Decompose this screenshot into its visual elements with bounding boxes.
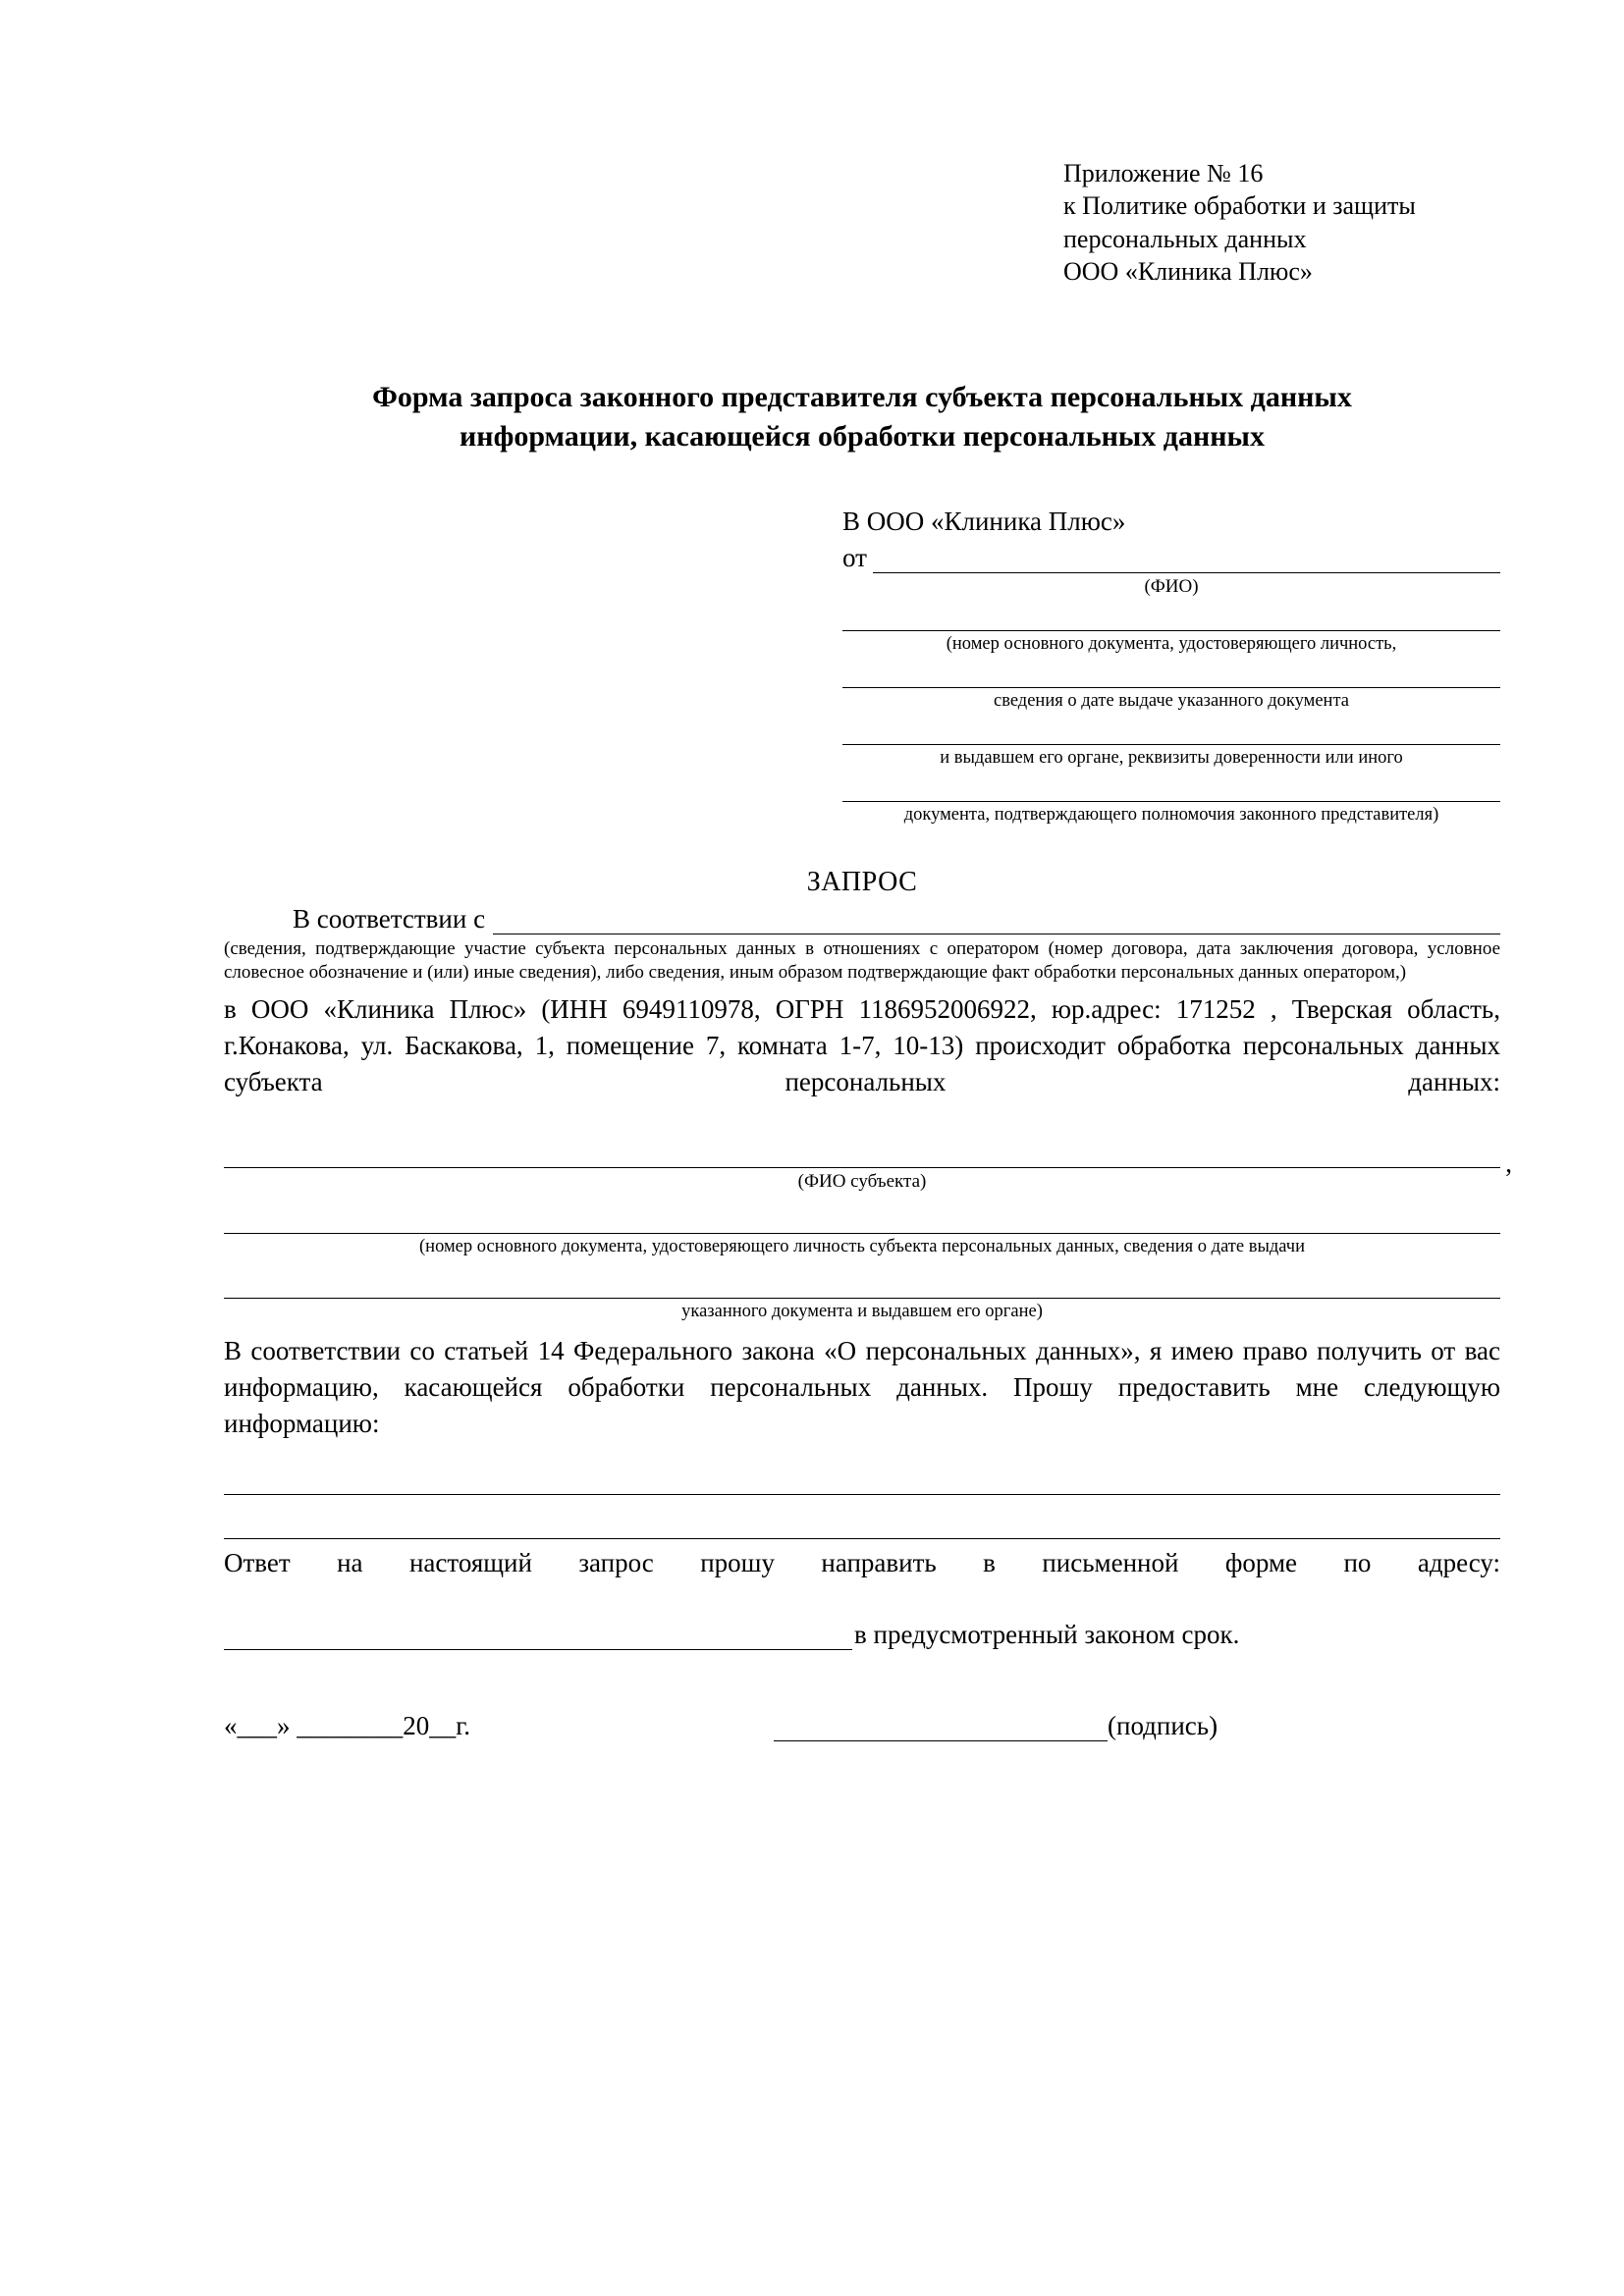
- date-line[interactable]: «___» ________20__г.: [224, 1711, 471, 1741]
- in-accordance-note: (сведения, подтверждающие участие субъекта персональных данных в отношениях с оператором (номер договора, дата заключения договора, условное словесное обозначение и (или) иные сведения), либо сведения, иным образом подтверждающие факт обработки персональных данных оператором,): [224, 937, 1500, 984]
- page-title: [224, 378, 1500, 455]
- document-content: [224, 157, 1500, 1741]
- subject-doc-caption-2: указанного документа и выдавшем его органе): [681, 1301, 1043, 1321]
- from-label: от: [842, 543, 867, 573]
- representative-doc-field-4[interactable]: [842, 779, 1500, 802]
- law-paragraph: В соответствии со статьей 14 Федерального закона «О персональных данных», я имею право получить от вас информацию, касающейся обработки персональных данных. Прошу предоставить мне следующую информацию:: [224, 1335, 1500, 1439]
- appendix-number: Приложение № 16: [1063, 159, 1264, 187]
- page-title-line-1: Форма запроса законного представителя субъекта персональных данных: [372, 381, 1352, 414]
- signature-label: (подпись): [1108, 1711, 1218, 1741]
- subject-fio-field[interactable]: [224, 1138, 1500, 1168]
- subject-doc-caption-1: (номер основного документа, удостоверяющего личность субъекта персональных данных, сведения о дате выдачи: [419, 1236, 1305, 1256]
- answer-address-field[interactable]: [224, 1626, 852, 1650]
- addressee-block: [842, 507, 1500, 827]
- fio-caption: (ФИО): [1144, 576, 1199, 598]
- signature-field[interactable]: [774, 1717, 1108, 1741]
- request-heading: ЗАПРОС: [806, 866, 918, 897]
- representative-doc-field-3[interactable]: [842, 722, 1500, 745]
- appendix-policy-line-2: персональных данных: [1063, 224, 1307, 253]
- in-accordance-field[interactable]: [493, 912, 1500, 934]
- answer-lead: Ответ на настоящий запрос прошу направить в письменной форме по адресу:: [224, 1547, 1500, 1577]
- appendix-policy-line-1: к Политике обработки и защиты: [1063, 191, 1416, 221]
- in-accordance-row: [224, 904, 1500, 934]
- appendix-company: ООО «Клиника Плюс»: [1063, 256, 1313, 286]
- requested-info-field-2[interactable]: [224, 1509, 1500, 1539]
- doc-caption-4: документа, подтверждающего полномочия законного представителя): [903, 805, 1439, 826]
- answer-address-row: [224, 1620, 1500, 1650]
- doc-caption-3: и выдавшем его органе, реквизиты доверенности или иного: [940, 748, 1403, 769]
- doc-caption-2: сведения о дате выдаче указанного документа: [994, 691, 1349, 712]
- operator-paragraph: в ООО «Клиника Плюс» (ИНН 6949110978, ОГРН 1186952006922, юр.адрес: 171252 , Тверская область, г.Конакова, ул. Баскакова, 1, помещение 7, комната 1-7, 10-13) происходит обработка персональных данных субъекта персональных данных:: [224, 993, 1500, 1097]
- representative-doc-field-2[interactable]: [842, 666, 1500, 688]
- representative-doc-field-1[interactable]: [842, 609, 1500, 631]
- addressee-to: В ООО «Клиника Плюс»: [842, 507, 1126, 537]
- in-accordance-label: В соответствии с: [293, 903, 486, 934]
- representative-name-field[interactable]: [873, 551, 1500, 573]
- from-row: [842, 543, 1500, 573]
- subject-doc-field-1[interactable]: [224, 1203, 1500, 1234]
- subject-doc-field-2[interactable]: [224, 1268, 1500, 1299]
- subject-fio-caption: (ФИО субъекта): [797, 1170, 927, 1192]
- appendix-header: [1063, 157, 1500, 288]
- answer-tail: в предусмотренный законом срок.: [854, 1620, 1240, 1650]
- signature-row: [224, 1711, 1500, 1741]
- signature-block: [774, 1711, 1500, 1741]
- requested-info-field-1[interactable]: [224, 1465, 1500, 1495]
- doc-caption-1: (номер основного документа, удостоверяющего личность,: [946, 634, 1397, 654]
- page-title-line-2: информации, касающейся обработки персональных данных: [460, 419, 1265, 453]
